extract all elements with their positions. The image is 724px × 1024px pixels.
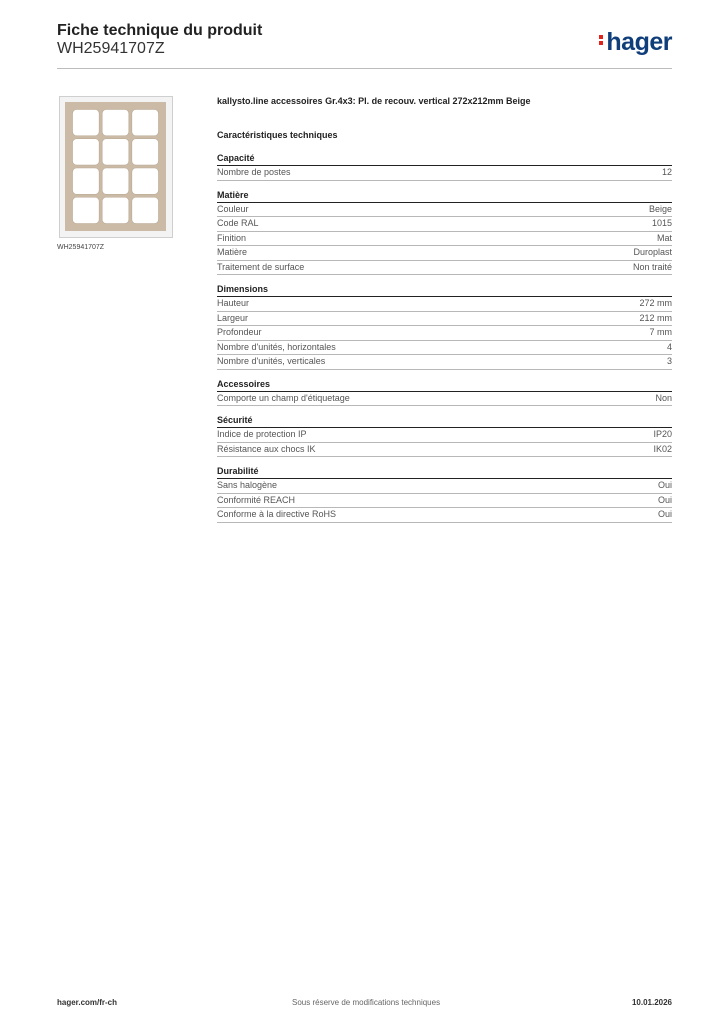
footer-disclaimer: Sous réserve de modifications techniques <box>292 998 441 1007</box>
spec-row <box>217 443 672 458</box>
spec-content <box>217 96 672 523</box>
spec-row <box>217 232 672 247</box>
spec-label: Indice de protection IP <box>217 429 307 439</box>
spec-row <box>217 166 672 181</box>
document-title: Fiche technique du produit <box>57 22 263 39</box>
plate-opening <box>73 197 100 223</box>
spec-value: Oui <box>657 494 672 505</box>
spec-row <box>217 203 672 218</box>
spec-label: Largeur <box>217 312 249 323</box>
spec-value: Oui <box>657 480 672 490</box>
spec-section <box>217 284 672 370</box>
spec-row <box>217 494 672 509</box>
spec-row <box>217 428 672 443</box>
plate-opening <box>102 110 129 136</box>
spec-label: Conforme à la directive RoHS <box>217 509 337 519</box>
section-title: Dimensions <box>217 284 672 297</box>
section-title: Matière <box>217 190 672 203</box>
section-title: Capacité <box>217 153 672 166</box>
spec-sections <box>217 153 672 523</box>
spec-row <box>217 392 672 407</box>
spec-value: 12 <box>661 167 672 177</box>
plate-opening <box>102 197 129 223</box>
plate-opening <box>102 139 129 165</box>
spec-label: Code RAL <box>217 218 259 228</box>
spec-label: Couleur <box>217 203 249 214</box>
spec-label: Traitement de surface <box>217 261 305 272</box>
spec-row <box>217 341 672 356</box>
spec-value: Beige <box>648 203 672 214</box>
cover-plate-icon <box>65 102 166 231</box>
section-title: Sécurité <box>217 415 672 428</box>
spec-label: Finition <box>217 232 247 243</box>
spec-label: Comporte un champ d'étiquetage <box>217 392 350 403</box>
header-divider <box>57 68 672 69</box>
spec-value: Non traité <box>632 261 672 272</box>
technical-heading: Caractéristiques techniques <box>217 130 338 140</box>
spec-row <box>217 312 672 327</box>
plate-opening <box>73 168 100 194</box>
spec-label: Nombre d'unités, verticales <box>217 356 326 366</box>
spec-value: 4 <box>666 341 672 352</box>
spec-row <box>217 479 672 494</box>
image-caption: WH25941707Z <box>57 244 105 251</box>
page-header <box>57 20 672 70</box>
plate-opening <box>132 110 159 136</box>
spec-label: Matière <box>217 247 248 257</box>
logo-text: hager <box>606 28 672 56</box>
spec-section <box>217 379 672 407</box>
spec-row <box>217 326 672 341</box>
spec-row <box>217 217 672 232</box>
section-title: Accessoires <box>217 379 672 392</box>
spec-section <box>217 153 672 181</box>
spec-label: Hauteur <box>217 298 250 308</box>
hager-logo <box>599 28 672 57</box>
spec-value: IP20 <box>653 429 672 439</box>
spec-label: Sans halogène <box>217 480 278 490</box>
spec-label: Conformité REACH <box>217 494 296 505</box>
section-title: Durabilité <box>217 466 672 479</box>
spec-value: 272 mm <box>639 298 672 308</box>
product-reference: WH25941707Z <box>57 40 165 57</box>
logo-dots-icon <box>599 33 604 47</box>
spec-value: 212 mm <box>639 312 672 323</box>
plate-opening <box>132 139 159 165</box>
spec-row <box>217 508 672 523</box>
plate-opening <box>102 168 129 194</box>
spec-row <box>217 355 672 370</box>
product-image <box>59 96 173 238</box>
footer-date: 10.01.2026 <box>631 998 672 1007</box>
spec-section <box>217 466 672 523</box>
footer-website: hager.com/fr-ch <box>57 998 118 1007</box>
spec-row <box>217 297 672 312</box>
spec-value: 3 <box>666 356 672 366</box>
plate-opening <box>73 110 100 136</box>
spec-value: Duroplast <box>633 247 672 257</box>
plate-opening <box>132 168 159 194</box>
spec-value: Mat <box>656 232 672 243</box>
spec-value: IK02 <box>653 443 672 454</box>
plate-opening <box>132 197 159 223</box>
spec-value: Non <box>655 392 672 403</box>
spec-label: Nombre d'unités, horizontales <box>217 341 336 352</box>
spec-value: Oui <box>657 509 672 519</box>
spec-label: Profondeur <box>217 327 262 337</box>
spec-section <box>217 190 672 276</box>
spec-label: Nombre de postes <box>217 167 291 177</box>
product-name: kallysto.line accessoires Gr.4x3: Pl. de recouv. vertical 272x212mm Beige <box>217 96 531 106</box>
spec-value: 1015 <box>651 218 672 228</box>
spec-label: Résistance aux chocs IK <box>217 443 316 454</box>
spec-section <box>217 415 672 457</box>
spec-row <box>217 246 672 261</box>
spec-value: 7 mm <box>649 327 672 337</box>
plate-opening <box>73 139 100 165</box>
spec-row <box>217 261 672 276</box>
